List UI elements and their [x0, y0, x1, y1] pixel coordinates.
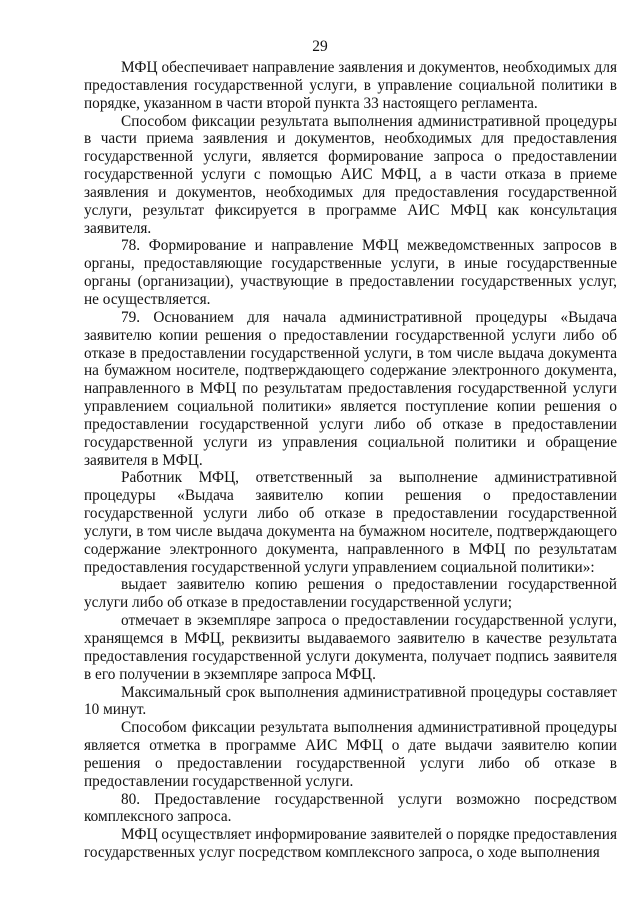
paragraph: Способом фиксации результата выполнения административной процедуры является отметка в программе АИС МФЦ о дате выдачи заявителю копии решения о предоставлении государственной услуги либо об отказе в предоставлении государственной услуги.: [84, 719, 617, 790]
paragraph: 80. Предоставление государственной услуги возможно посредством комплексного запроса.: [84, 790, 617, 826]
paragraph: 79. Основанием для начала административной процедуры «Выдача заявителю копии решения о предоставлении государственной услуги либо об отказе в предоставлении государственной услуги, в том числе выдача документа на бумажном носителе, подтверждающего содержание электронного документа, направленного в МФЦ по результатам предоставления государственной услуги управлением социальной политики» является поступление копии решения о предоставлении государственной услуги либо об отказе в предоставлении государственной услуги из управления социальной политики и обращение заявителя в МФЦ.: [84, 308, 617, 469]
page-number: 29: [312, 38, 328, 55]
paragraph: выдает заявителю копию решения о предоставлении государственной услуги либо об отказе в предоставлении государственной услуги;: [84, 576, 617, 612]
paragraph: отмечает в экземпляре запроса о предоставлении государственной услуги, хранящемся в МФЦ, реквизиты выдаваемого заявителю в качестве результата предоставления государственной услуги документа, получает подпись заявителя в его получении в экземпляре запроса МФЦ.: [84, 612, 617, 683]
paragraph: МФЦ осуществляет информирование заявителей о порядке предоставления государственных услуг посредством комплексного запроса, о ходе выполнения: [84, 826, 617, 862]
document-body: [84, 59, 617, 862]
paragraph: Максимальный срок выполнения административной процедуры составляет 10 минут.: [84, 683, 617, 719]
paragraph: 78. Формирование и направление МФЦ межведомственных запросов в органы, предоставляющие государственные услуги, в иные государственные органы (организации), участвующие в предоставлении государственных услуг, не осуществляется.: [84, 237, 617, 308]
paragraph: Работник МФЦ, ответственный за выполнение административной процедуры «Выдача заявителю копии решения о предоставлении государственной услуги либо об отказе в предоставлении государственной услуги, в том числе выдача документа на бумажном носителе, подтверждающего содержание электронного документа, направленного в МФЦ по результатам предоставления государственной услуги управлением социальной политики»:: [84, 469, 617, 576]
paragraph: Способом фиксации результата выполнения административной процедуры в части приема заявления и документов, необходимых для предоставления государственной услуги, является формирование запроса о предоставлении государственной услуги с помощью АИС МФЦ, а в части отказа в приеме заявления и документов, необходимых для предоставления государственной услуги, результат фиксируется в программе АИС МФЦ как консультация заявителя.: [84, 112, 617, 237]
paragraph: МФЦ обеспечивает направление заявления и документов, необходимых для предоставления государственной услуги, в управление социальной политики в порядке, указанном в части второй пункта 33 настоящего регламента.: [84, 59, 617, 112]
